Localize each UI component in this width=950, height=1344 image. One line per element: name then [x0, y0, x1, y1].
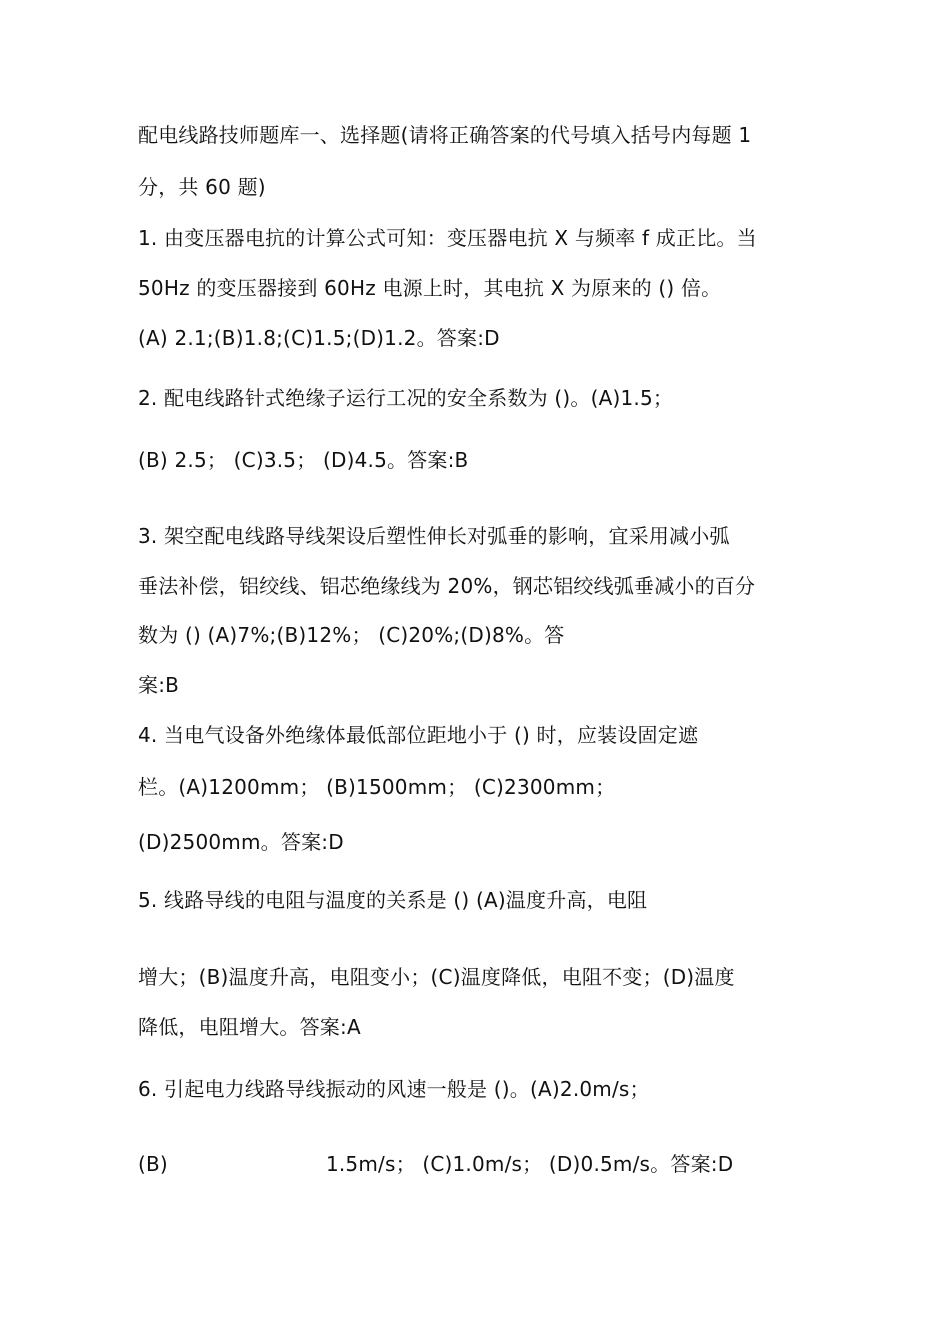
question-4-line-1: 4. 当电气设备外绝缘体最低部位距地小于 () 时，应装设固定遮 — [138, 723, 699, 747]
question-6-options-rest: 1.5m/s； (C)1.0m/s； (D)0.5m/s。答案:D — [325, 1152, 734, 1176]
question-2-line-1: 2. 配电线路针式绝缘子运行工况的安全系数为 ()。(A)1.5； — [138, 386, 674, 410]
doc-title-line: 配电线路技师题库一、选择题(请将正确答案的代号填入括号内每题 1 — [138, 123, 752, 147]
question-4-answer: (D)2500mm。答案:D — [138, 830, 344, 854]
question-4-line-2: 栏。(A)1200mm； (B)1500mm； (C)2300mm； — [138, 775, 616, 799]
question-3-line-3: 数为 () (A)7%;(B)12%； (C)20%;(D)8%。答 — [138, 623, 565, 647]
question-1-line-1: 1. 由变压器电抗的计算公式可知：变压器电抗 X 与频率 f 成正比。当 — [138, 226, 757, 250]
question-6-options — [138, 1151, 733, 1177]
doc-title-line-cont: 分，共 60 题) — [138, 175, 266, 199]
question-5-line-1: 5. 线路导线的电阻与温度的关系是 () (A)温度升高，电阻 — [138, 888, 648, 912]
question-1-line-2: 50Hz 的变压器接到 60Hz 电源上时，其电抗 X 为原来的 () 倍。 — [138, 276, 722, 300]
question-1-options: (A) 2.1;(B)1.8;(C)1.5;(D)1.2。答案:D — [138, 326, 500, 350]
question-6-option-b-label: (B) — [138, 1152, 168, 1176]
question-5-answer: 降低，电阻增大。答案:A — [138, 1015, 361, 1039]
question-3-line-2: 垂法补偿，铝绞线、铝芯绝缘线为 20%，钢芯铝绞线弧垂减小的百分 — [138, 574, 756, 598]
question-2-options: (B) 2.5； (C)3.5； (D)4.5。答案:B — [138, 448, 469, 472]
question-3-answer: 案:B — [138, 673, 180, 697]
question-3-line-1: 3. 架空配电线路导线架设后塑性伸长对弧垂的影响，宜采用减小弧 — [138, 524, 730, 548]
question-5-line-2: 增大；(B)温度升高，电阻变小；(C)温度降低，电阻不变；(D)温度 — [138, 965, 735, 989]
question-6-line-1: 6. 引起电力线路导线振动的风速一般是 ()。(A)2.0m/s； — [138, 1077, 650, 1101]
